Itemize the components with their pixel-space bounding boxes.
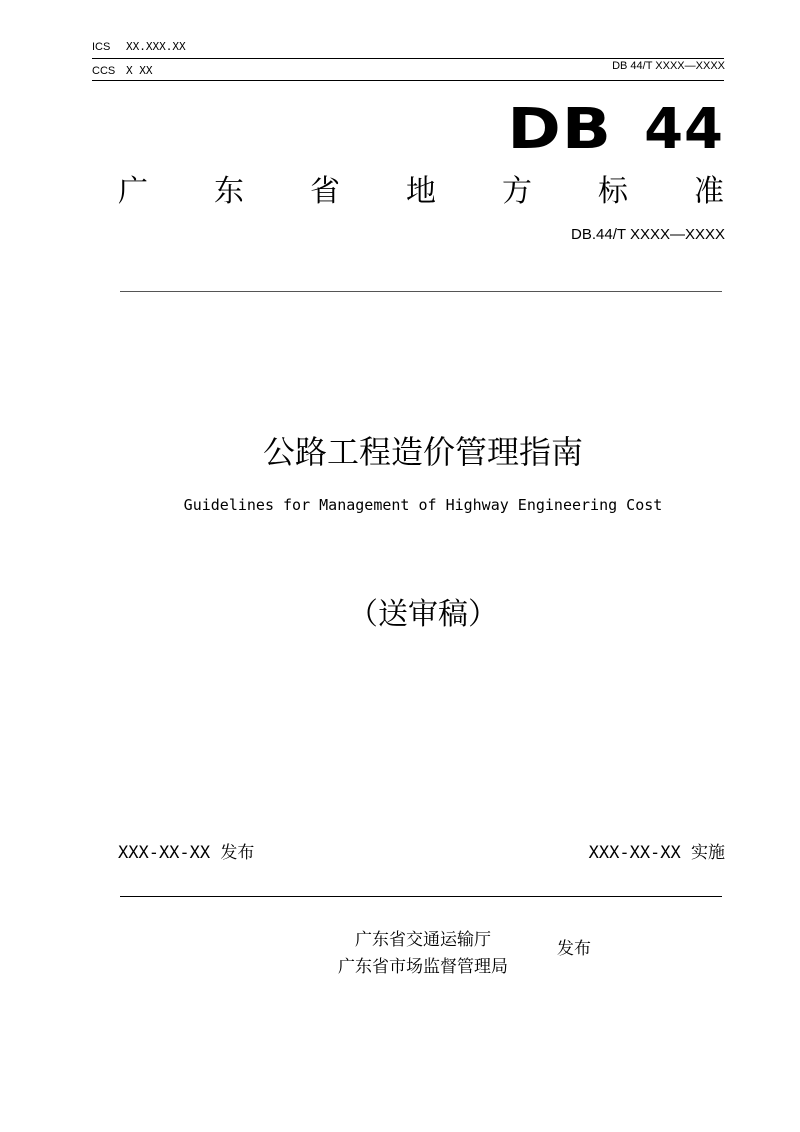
- standard-type-char: 方: [502, 174, 532, 209]
- draft-label: （送审稿）: [348, 597, 498, 632]
- standard-type-char: 标: [598, 174, 628, 209]
- footer-separator: [120, 896, 722, 897]
- header-standard-code: DB 44/T XXXX—XXXX: [612, 60, 725, 72]
- standard-type-char: 准: [694, 174, 724, 209]
- standard-type-title: [118, 172, 724, 212]
- db-logo: [507, 97, 724, 162]
- issuer-name: 广东省交通运输厅: [355, 930, 491, 950]
- document-subtitle: Guidelines for Management of Highway Engineering Cost: [183, 496, 663, 514]
- header-rule-top: [92, 58, 724, 59]
- issuer-list: [318, 927, 528, 981]
- db-logo-number: 44: [644, 97, 724, 162]
- title-separator: [120, 291, 722, 292]
- implement-date: XXX-XX-XX 实施: [588, 843, 725, 863]
- standard-type-char: 地: [406, 174, 436, 209]
- ccs-value: X XX: [126, 64, 153, 77]
- standard-type-char: 东: [214, 174, 244, 209]
- standard-code: DB.44/T XXXX—XXXX: [571, 226, 725, 243]
- issue-date: XXX-XX-XX 发布: [118, 843, 255, 863]
- issuer-name: 广东省市场监督管理局: [338, 957, 508, 977]
- standard-type-char: 省: [310, 174, 340, 209]
- standard-type-char: 广: [118, 174, 148, 209]
- publish-label: 发布: [557, 939, 591, 959]
- ics-label: ICS: [92, 41, 111, 53]
- ccs-row: [92, 64, 153, 77]
- db-logo-letters: DB: [507, 97, 613, 162]
- ics-value: XX.XXX.XX: [126, 40, 186, 53]
- ics-row: [92, 40, 186, 53]
- header-rule-bottom: [92, 80, 724, 81]
- ccs-label: CCS: [92, 65, 116, 77]
- document-title: 公路工程造价管理指南: [262, 433, 583, 471]
